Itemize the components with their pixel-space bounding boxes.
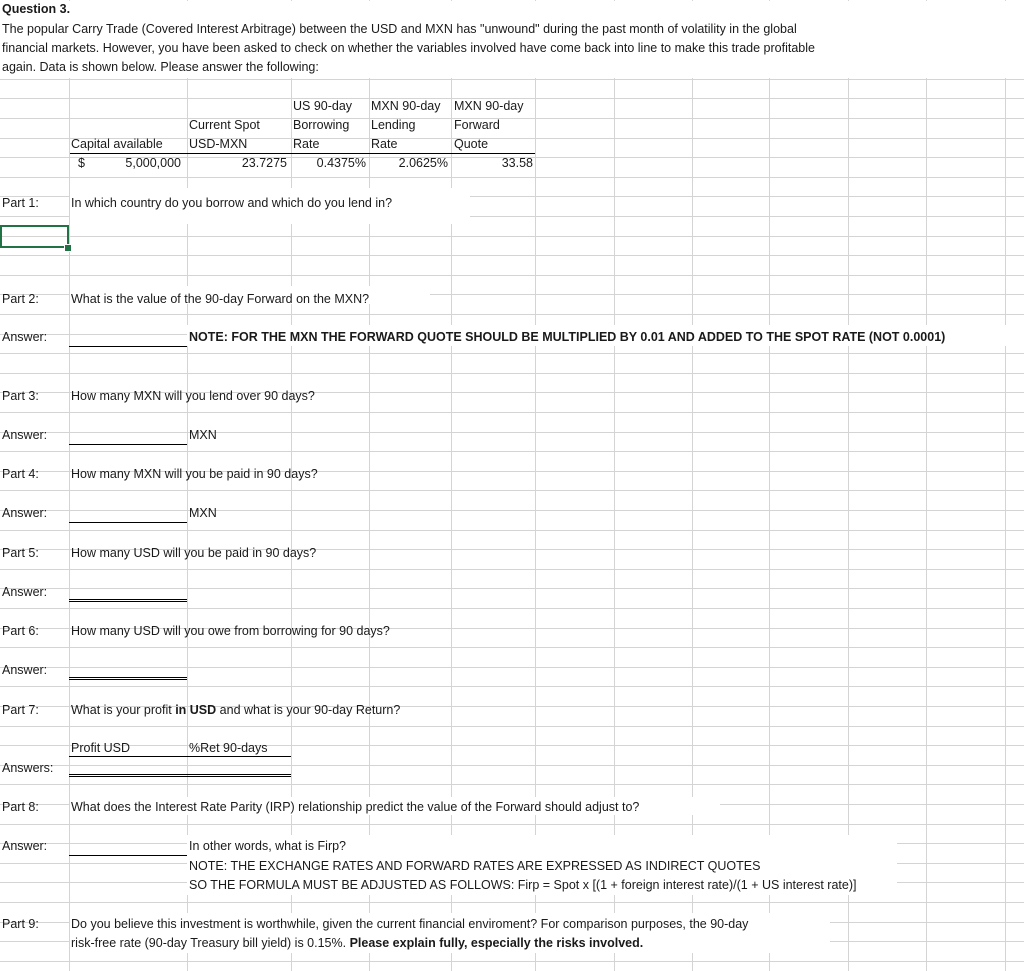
part8-note-3: SO THE FORMULA MUST BE ADJUSTED AS FOLLOWS: Firp = Spot x [(1 + foreign interest rate)/(1 + US interest rate)] (189, 878, 857, 892)
part5-answer-cell[interactable] (69, 599, 187, 600)
capital-header: Capital available (71, 137, 163, 151)
part4-question: How many MXN will you be paid in 90 days? (71, 467, 318, 481)
part5-double-underline (69, 601, 187, 602)
part7-label: Part 7: (2, 703, 39, 717)
part8-question: What does the Interest Rate Parity (IRP) relationship predict the value of the Forward should adjust to? (71, 800, 640, 814)
us-rate-header-2: Borrowing (293, 118, 350, 132)
part2-label: Part 2: (2, 292, 39, 306)
us-rate-header-3: Rate (293, 137, 320, 151)
part2-answer-label: Answer: (2, 330, 48, 344)
capital-value: 5,000,000 (125, 156, 181, 170)
part3-answer-label: Answer: (2, 428, 48, 442)
mxn-rate-header-3: Rate (371, 137, 398, 151)
part7-question (71, 701, 400, 719)
part9-label: Part 9: (2, 917, 39, 931)
part2-note: NOTE: FOR THE MXN THE FORWARD QUOTE SHOULD BE MULTIPLIED BY 0.01 AND ADDED TO THE SPOT RATE (NOT 0.0001) (189, 330, 946, 344)
part2-question: What is the value of the 90-day Forward on the MXN? (71, 292, 370, 306)
part6-answer-cell[interactable] (69, 677, 187, 678)
mxn-rate-header-2: Lending (371, 118, 416, 132)
part7-double-underline (69, 776, 291, 777)
part3-answer-cell[interactable] (69, 444, 187, 445)
forward-header-3: Quote (454, 137, 489, 151)
intro-line-2: financial markets. However, you have been asked to check on whether the variables involved have come back into line to make this trade profitable (2, 41, 815, 55)
currency-symbol: $ (78, 156, 85, 170)
us-rate-header-1: US 90-day (293, 99, 353, 113)
part3-label: Part 3: (2, 389, 39, 403)
mxn-rate-header-1: MXN 90-day (371, 99, 441, 113)
part9-question-line2 (71, 934, 643, 952)
spot-header-1: Current Spot (189, 118, 260, 132)
part7-header-underline (69, 756, 291, 757)
part9-question-bold: Please explain fully, especially the risks involved. (349, 936, 644, 950)
part6-answer-label: Answer: (2, 663, 48, 677)
spot-value: 23.7275 (241, 156, 287, 170)
part3-unit: MXN (189, 428, 217, 442)
us-rate-value: 0.4375% (316, 156, 366, 170)
part9-question-pre: risk-free rate (90-day Treasury bill yield) is 0.15%. (71, 936, 350, 950)
intro-line-3: again. Data is shown below. Please answer the following: (2, 60, 319, 74)
part7-answers-label: Answers: (2, 761, 54, 775)
part6-label: Part 6: (2, 624, 39, 638)
intro-line-1: The popular Carry Trade (Covered Interest Arbitrage) between the USD and MXN has "unwound" during the past month of volatility in the global (2, 22, 797, 36)
part5-answer-label: Answer: (2, 585, 48, 599)
part5-label: Part 5: (2, 546, 39, 560)
part7-question-post: and what is your 90-day Return? (216, 703, 401, 717)
selected-cell[interactable] (0, 225, 69, 248)
mxn-rate-value: 2.0625% (398, 156, 448, 170)
part8-answer-cell[interactable] (69, 855, 187, 856)
part8-note-2: NOTE: THE EXCHANGE RATES AND FORWARD RATES ARE EXPRESSED AS INDIRECT QUOTES (189, 859, 761, 873)
forward-header-2: Forward (454, 118, 500, 132)
part6-question: How many USD will you owe from borrowing for 90 days? (71, 624, 390, 638)
part5-question: How many USD will you be paid in 90 days? (71, 546, 317, 560)
part9-question-line1: Do you believe this investment is worthwhile, given the current financial enviroment? For comparison purposes, the 90-day (71, 917, 749, 931)
part7-question-bold: in USD (175, 703, 217, 717)
forward-value: 33.58 (501, 156, 533, 170)
part8-answer-label: Answer: (2, 839, 48, 853)
part1-label: Part 1: (2, 196, 39, 210)
part4-unit: MXN (189, 506, 217, 520)
part1-question: In which country do you borrow and which do you lend in? (71, 196, 393, 210)
spot-header-2: USD-MXN (189, 137, 248, 151)
forward-header-1: MXN 90-day (454, 99, 524, 113)
part7-answer-cells[interactable] (69, 774, 291, 775)
question-title: Question 3. (2, 2, 71, 16)
part8-label: Part 8: (2, 800, 39, 814)
part4-label: Part 4: (2, 467, 39, 481)
part7-profit-header: Profit USD (71, 741, 131, 755)
part8-note-1: In other words, what is Firp? (189, 839, 347, 853)
part3-question: How many MXN will you lend over 90 days? (71, 389, 315, 403)
part2-answer-cell[interactable] (69, 346, 187, 347)
part7-return-header: %Ret 90-days (189, 741, 268, 755)
part6-double-underline (69, 679, 187, 680)
part7-question-pre: What is your profit (71, 703, 176, 717)
fill-handle[interactable] (64, 244, 72, 252)
part4-answer-cell[interactable] (69, 522, 187, 523)
part4-answer-label: Answer: (2, 506, 48, 520)
